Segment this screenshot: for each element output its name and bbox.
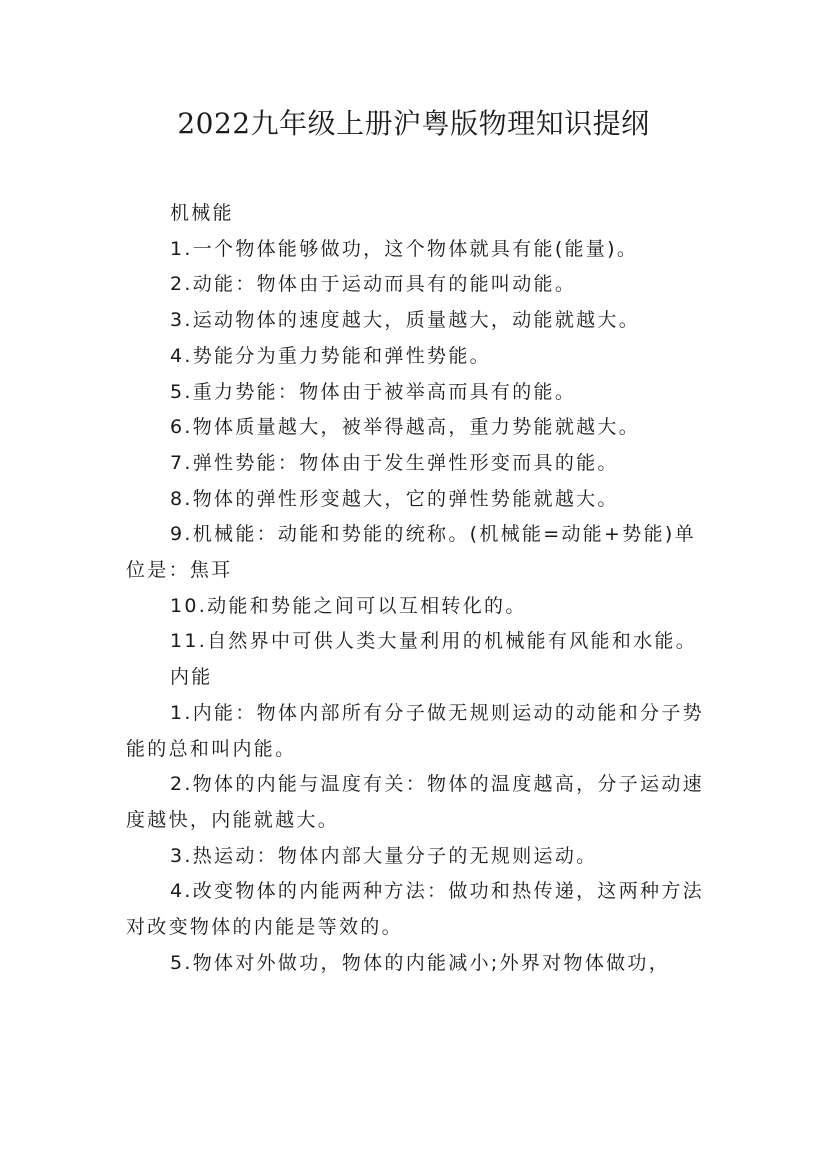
paragraph: 5.物体对外做功，物体的内能减小;外界对物体做功， (170, 951, 671, 974)
paragraph: 4.势能分为重力势能和弹性势能。 (170, 344, 491, 367)
section-heading-internal-energy: 内能 (170, 666, 213, 689)
paragraph: 6.物体质量越大，被举得越高，重力势能就越大。 (170, 416, 641, 439)
document-title: 2022九年级上册沪粤版物理知识提纲 (177, 107, 650, 140)
paragraph: 11.自然界中可供人类大量利用的机械能有风能和水能。 (170, 630, 698, 653)
paragraph: 4.改变物体的内能两种方法：做功和热传递，这两种方法对改变物体的内能是等效的。 (126, 880, 704, 939)
paragraph: 1.内能：物体内部所有分子做无规则运动的动能和分子势能的总和叫内能。 (126, 701, 704, 760)
paragraph: 2.物体的内能与温度有关：物体的温度越高，分子运动速度越快，内能就越大。 (126, 773, 704, 831)
paragraph: 7.弹性势能：物体由于发生弹性形变而具的能。 (170, 451, 619, 474)
section-heading-mechanical-energy: 机械能 (170, 202, 234, 224)
paragraph: 3.运动物体的速度越大，质量越大，动能就越大。 (170, 309, 641, 332)
paragraph: 3.热运动：物体内部大量分子的无规则运动。 (170, 844, 598, 867)
paragraph: 8.物体的弹性形变越大，它的弹性势能就越大。 (170, 487, 619, 510)
paragraph: 9.机械能：动能和势能的统称。(机械能=动能+势能)单位是：焦耳 (126, 523, 696, 582)
paragraph: 1.一个物体能够做功，这个物体就具有能(能量)。 (170, 237, 639, 260)
paragraph: 2.动能：物体由于运动而具有的能叫动能。 (170, 273, 577, 296)
paragraph: 5.重力势能：物体由于被举高而具有的能。 (170, 380, 577, 403)
document-body (126, 196, 711, 981)
paragraph: 10.动能和势能之间可以互相转化的。 (170, 594, 527, 617)
